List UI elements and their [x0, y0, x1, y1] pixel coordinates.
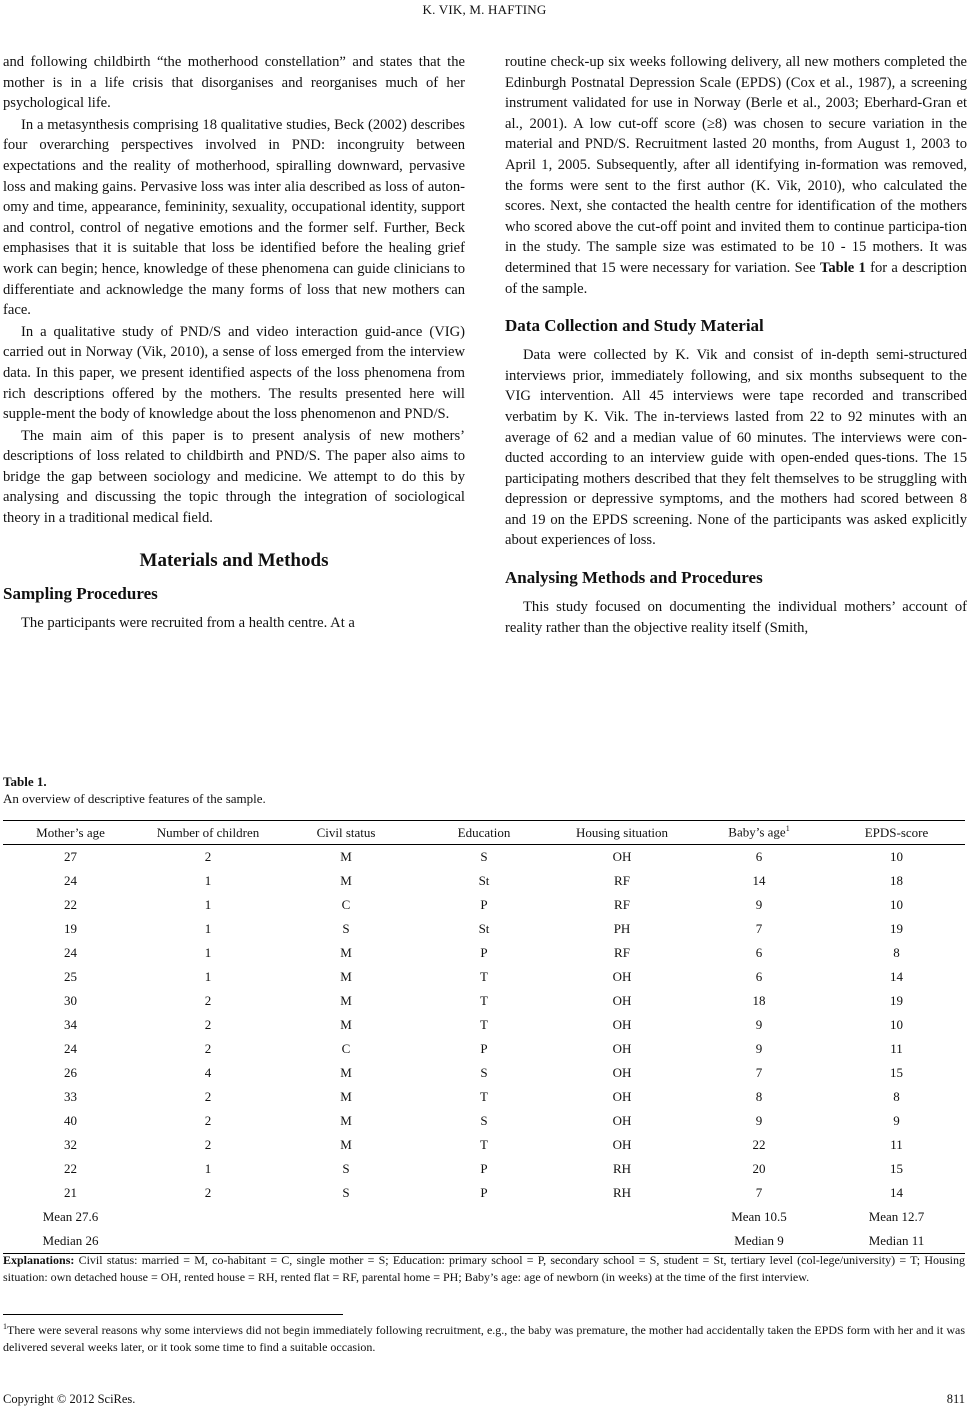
- footnote-mark: 1: [3, 1322, 7, 1331]
- table-row: [3, 893, 965, 917]
- table-cell: 15: [890, 1161, 903, 1176]
- table-cell: M: [340, 945, 352, 960]
- table-cell: RF: [614, 873, 630, 888]
- table-cell: 24: [64, 873, 77, 888]
- table-cell: M: [340, 1065, 352, 1080]
- column-header: Housing situation: [554, 821, 690, 845]
- table-cell: 20: [752, 1161, 766, 1176]
- running-head: K. VIK, M. HAFTING: [422, 2, 547, 17]
- table-cell: 19: [890, 993, 903, 1008]
- table-cell: M: [340, 969, 352, 984]
- table-cell: 8: [755, 1089, 763, 1104]
- table-cell: P: [480, 1185, 488, 1200]
- table-cell: 9: [755, 1041, 763, 1056]
- table-cell: Median 9: [690, 1229, 828, 1254]
- footnote: [3, 1318, 965, 1356]
- table-cell: [554, 1229, 690, 1254]
- footnote-divider: [3, 1314, 343, 1315]
- table-cell: 2: [204, 1113, 212, 1128]
- table-cell: T: [480, 1017, 488, 1032]
- table-row: [3, 869, 965, 893]
- table-reference: Table 1: [819, 259, 866, 276]
- table-cell: 9: [893, 1113, 900, 1128]
- table-cell: T: [480, 969, 488, 984]
- table-cell: PH: [613, 921, 631, 936]
- subsection-heading-sampling: Sampling Procedures: [3, 583, 158, 603]
- explanations-text: Civil status: married = M, co-habitant = C, single mother = S; Education: primary school = P, secondary school = S, student = St, tertiary level (col-lege/university) = T; Housing situation: own detached house = OH, rented house = RH, rented flat = RF, parental home = PH; Baby’s age: age of newborn (in weeks) at the time of the first interview.: [3, 1253, 966, 1284]
- column-header: EPDS-score: [828, 821, 965, 845]
- table-cell: 33: [64, 1089, 77, 1104]
- table-cell: OH: [612, 1089, 632, 1104]
- paragraph: [505, 52, 967, 299]
- table-cell: M: [340, 1017, 352, 1032]
- table-cell: M: [340, 1089, 352, 1104]
- table-median-row: [3, 1229, 965, 1254]
- table-cell: OH: [612, 969, 632, 984]
- table-cell: [278, 1229, 414, 1254]
- table-cell: 8: [893, 945, 900, 960]
- table-cell: P: [480, 945, 488, 960]
- table-cell: OH: [612, 993, 632, 1008]
- table-cell: 10: [890, 897, 903, 912]
- table-cell: 9: [755, 897, 763, 912]
- table-cell: 2: [204, 1185, 212, 1200]
- table-cell: S: [480, 849, 488, 864]
- table-cell: OH: [612, 1137, 632, 1152]
- table-explanations: [3, 1252, 965, 1285]
- table-cell: [278, 1205, 414, 1229]
- table-header-row: [3, 821, 965, 845]
- table-cell: 25: [64, 969, 77, 984]
- table-row: [3, 1109, 965, 1133]
- paragraph: This study focused on documenting the individual mothers’ account of reality rather than the objective reality itself (Smith,: [505, 599, 967, 636]
- table-cell: 24: [64, 1041, 77, 1056]
- section-heading-materials: Materials and Methods: [139, 549, 329, 571]
- table-cell: OH: [612, 1041, 632, 1056]
- table-row: [3, 1061, 965, 1085]
- table-row: [3, 965, 965, 989]
- table-cell: 26: [64, 1065, 77, 1080]
- table-cell: P: [480, 1161, 488, 1176]
- table-cell: OH: [612, 1065, 632, 1080]
- table-cell: T: [480, 1137, 488, 1152]
- paragraph: and following childbirth “the motherhood constellation” and states that the mother is in a life crisis that disorganises and reorganises much of her psychological life.: [3, 54, 465, 112]
- table-mean-row: [3, 1205, 965, 1229]
- table-cell: [138, 1205, 278, 1229]
- table-cell: 9: [755, 1113, 763, 1128]
- table-cell: 24: [64, 945, 77, 960]
- table-cell: 19: [64, 921, 77, 936]
- paragraph: In a metasynthesis comprising 18 qualitative studies, Beck (2002) describes four overarching perspectives involved in PND: incongruity between expectations and the reality of motherhood, spiralling downward, pervasive loss and making gains. Pervasive loss was inter alia described as loss of auton-omy and time, appearance, femininity, sexuality, occupational identity, support and control, control of negative emotions and the former self. Further, Beck emphasises that it is suitable that loss be identified before the healing grief work can begin; hence, knowledge of these phenomena can guide clinicians to differentiate and acknowledge the many forms of loss that new mothers can face.: [3, 116, 465, 319]
- column-header: Number of children: [138, 821, 278, 845]
- table-cell: 21: [64, 1185, 77, 1200]
- table-label: Table 1.: [3, 774, 47, 789]
- column-header: Civil status: [278, 821, 414, 845]
- table-cell: S: [480, 1065, 488, 1080]
- column-header: Mother’s age: [3, 821, 138, 845]
- table-cell: Mean 12.7: [868, 1209, 925, 1224]
- table-cell: 2: [204, 1017, 212, 1032]
- table-cell: St: [478, 921, 490, 936]
- table-cell: Mean 10.5: [731, 1209, 787, 1224]
- table-caption-text: An overview of descriptive features of the sample.: [3, 791, 266, 806]
- table-cell: M: [340, 849, 352, 864]
- table-cell: OH: [612, 849, 632, 864]
- table-cell: 11: [890, 1041, 903, 1056]
- table-cell: 22: [64, 897, 77, 912]
- paragraph: In a qualitative study of PND/S and video interaction guid-ance (VIG) carried out in Norway (Vik, 2010), a sense of loss emerged from the interview data. In this paper, we present identified aspects of the loss phenomena from rich descriptions offered by the mothers. The results presented here will supple-ment the body of knowledge about the loss phenomenon and PND/S.: [3, 323, 465, 423]
- table-caption: [3, 773, 965, 807]
- table-cell: M: [340, 1113, 352, 1128]
- table-cell: 2: [204, 1137, 212, 1152]
- table-row: [3, 989, 965, 1013]
- table-cell: 10: [890, 849, 903, 864]
- table-cell: 14: [752, 873, 766, 888]
- column-header: [690, 821, 828, 845]
- table-cell: T: [480, 1089, 488, 1104]
- paragraph: The main aim of this paper is to present analysis of new mothers’ descriptions of loss related to childbirth and PND/S. The paper also aims to bridge the gap between sociology and medicine. We attempt to do this by analysing and discussing the topic through the integration of sociological theory in a traditional medical field.: [3, 427, 465, 527]
- explanations-label: Explanations:: [3, 1253, 75, 1267]
- table-row: [3, 1133, 965, 1157]
- table-row: [3, 845, 965, 870]
- table-cell: 32: [64, 1137, 77, 1152]
- table-cell: 30: [64, 993, 77, 1008]
- table-cell: Median 11: [828, 1229, 965, 1254]
- table-cell: 6: [755, 969, 763, 984]
- table-cell: 1: [204, 969, 212, 984]
- table-cell: 22: [752, 1137, 766, 1152]
- table-cell: T: [480, 993, 488, 1008]
- table-cell: M: [340, 993, 352, 1008]
- table-cell: P: [480, 1041, 488, 1056]
- table-cell: C: [341, 1041, 351, 1056]
- sample-table: [3, 820, 965, 1254]
- table-cell: M: [340, 873, 352, 888]
- paragraph: Data were collected by K. Vik and consist of in-depth semi-structured interviews prior, immediately following, and six months subsequent to the VIG intervention. All 45 interviews were tape recorded and transcribed verbatim by K. Vik. The in-terviews lasted from 22 to 92 minutes with an average of 62 and a median value of 60 minutes. The interviews were con-ducted according to an interview guide with open-ended ques-tions. The 15 participating mothers described that they felt themselves to be struggling with depression or depressive symptoms, and the mothers had scored between 8 and 19 on the EPDS screening. None of the participants was asked explicitly about experiences of loss.: [505, 347, 967, 549]
- paragraph: The participants were recruited from a health centre. At a: [21, 614, 355, 631]
- table-cell: 9: [755, 1017, 763, 1032]
- table-row: [3, 1013, 965, 1037]
- table-cell: 10: [890, 1017, 903, 1032]
- table-cell: 15: [890, 1065, 903, 1080]
- copyright: Copyright © 2012 SciRes.: [3, 1392, 136, 1406]
- table-cell: 7: [755, 921, 763, 936]
- footnote-marker: 1: [785, 824, 790, 834]
- table-cell: OH: [612, 1017, 632, 1032]
- column-header-text: Baby’s age: [728, 824, 786, 840]
- table-cell: S: [342, 921, 350, 936]
- table-cell: 2: [204, 1089, 212, 1104]
- table-cell: [138, 1229, 278, 1254]
- table-cell: 1: [204, 921, 212, 936]
- table-cell: S: [480, 1113, 488, 1128]
- table-cell: [554, 1205, 690, 1229]
- table-cell: [414, 1229, 554, 1254]
- table-row: [3, 1181, 965, 1205]
- table-row: [3, 1157, 965, 1181]
- table-cell: 1: [204, 873, 212, 888]
- page-number: 811: [946, 1392, 965, 1406]
- table-cell: 14: [890, 1185, 903, 1200]
- paragraph-text: routine check-up six weeks following delivery, all new mothers completed the Edinburgh Postnatal Depression Scale (EPDS) (Cox et al., 1987), a screening instrument validated for use in Norway (Berle et al., 2003; Eberhard-Gran et al., 2001). A low cut-off score (≥8) was chosen to secure variation in the material and PND/S. Recruitment lasted 20 months, from August 1, 2003 to April 1, 2005. Subsequently, after all identifying in-formation was removed, the forms were sent to the first author (K. Vik, 2010), who calculated the scores. Next, she contacted the health centre for identification of the mothers who scored above the cut-off point and invited them to continue participa-tion in the study. The sample size was estimated to be 10 - 15 mothers. It was determined that 15 were necessary for variation. See: [505, 54, 967, 276]
- table-row: [3, 1085, 965, 1109]
- table-cell: 6: [755, 945, 763, 960]
- table-cell: OH: [612, 1113, 632, 1128]
- table-cell: S: [342, 1161, 350, 1176]
- table-row: [3, 917, 965, 941]
- left-column: [3, 52, 465, 633]
- table-cell: Mean 27.6: [42, 1209, 99, 1224]
- table-cell: 1: [204, 897, 212, 912]
- table-cell: [414, 1205, 554, 1229]
- table-cell: 2: [204, 993, 212, 1008]
- table-cell: S: [342, 1185, 350, 1200]
- table-row: [3, 941, 965, 965]
- table-cell: 4: [204, 1065, 212, 1080]
- table-cell: RH: [612, 1185, 632, 1200]
- table-cell: P: [480, 897, 488, 912]
- table-cell: 2: [204, 849, 212, 864]
- table-cell: C: [341, 897, 351, 912]
- column-header: Education: [414, 821, 554, 845]
- table-cell: 6: [755, 849, 763, 864]
- table-cell: 14: [890, 969, 903, 984]
- table-cell: 18: [890, 873, 903, 888]
- table-cell: 7: [755, 1065, 763, 1080]
- table-cell: 1: [204, 945, 212, 960]
- table-cell: RF: [614, 897, 630, 912]
- table-cell: RH: [612, 1161, 632, 1176]
- table-cell: M: [340, 1137, 352, 1152]
- table-body: [3, 845, 965, 1254]
- table-cell: 8: [893, 1089, 900, 1104]
- paragraph-text: for a description of the sample.: [505, 259, 967, 297]
- footnote-text: There were several reasons why some interviews did not begin immediately following recruitment, e.g., the baby was premature, the mother had accidentally taken the EPDS form with her and it was delivered several weeks later, or it took some time to find a suitable occasion.: [3, 1323, 965, 1354]
- table-cell: 18: [752, 993, 766, 1008]
- subsection-heading-data-collection: Data Collection and Study Material: [505, 316, 764, 336]
- table-cell: 7: [755, 1185, 763, 1200]
- table-cell: RF: [614, 945, 630, 960]
- table-cell: 1: [204, 1161, 212, 1176]
- table-cell: 22: [64, 1161, 77, 1176]
- table-cell: 34: [64, 1017, 77, 1032]
- table-row: [3, 1037, 965, 1061]
- table-cell: 19: [890, 921, 903, 936]
- table-cell: 2: [204, 1041, 212, 1056]
- table-cell: 40: [64, 1113, 77, 1128]
- table-cell: 11: [890, 1137, 903, 1152]
- right-column: [505, 52, 967, 638]
- table-cell: St: [478, 873, 490, 888]
- subsection-heading-analysing: Analysing Methods and Procedures: [505, 568, 763, 588]
- table-cell: Median 26: [3, 1229, 138, 1254]
- table-cell: 27: [64, 849, 77, 864]
